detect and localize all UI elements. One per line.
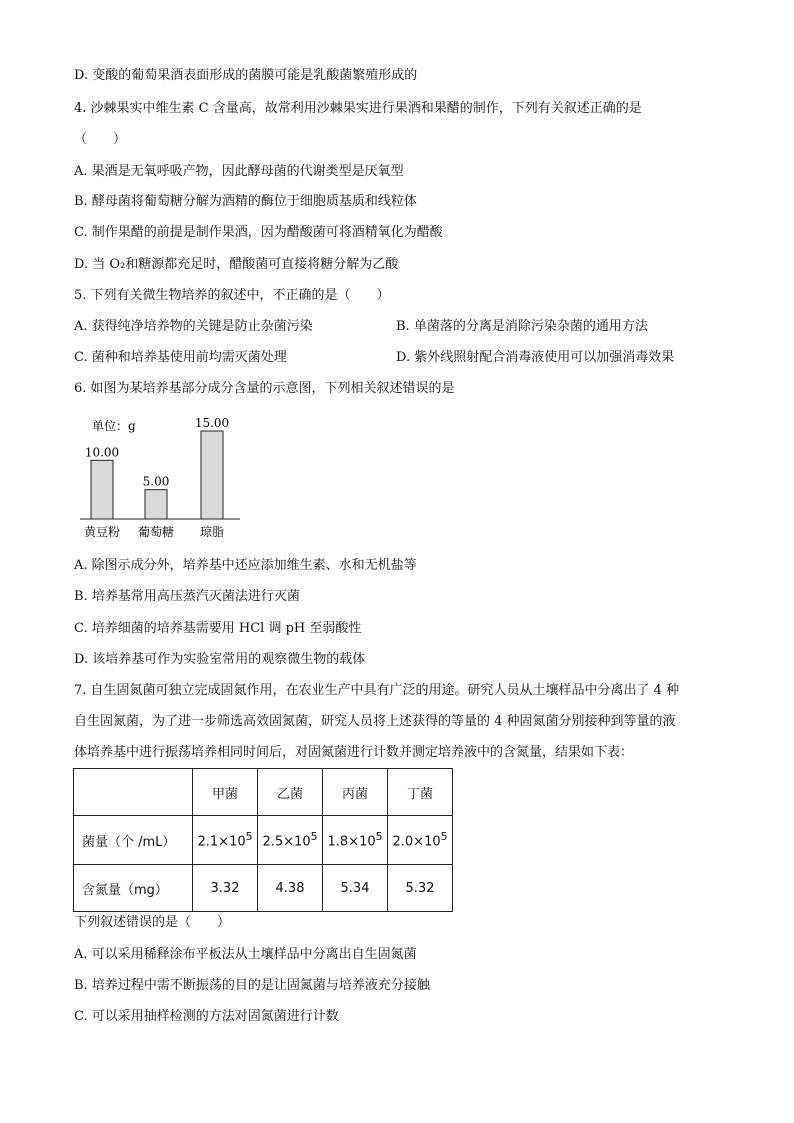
q7-option-b: B. 培养过程中需不断振荡的目的是让固氮菌与培养液充分接触 xyxy=(74,978,430,993)
q7-stem-line-1: 7. 自生固氮菌可独立完成固氮作用，在农业生产中具有广泛的用途。研究人员从土壤样品中分离出了 4 种 xyxy=(74,683,680,698)
table-header-cell: 甲菌 xyxy=(193,769,258,816)
table-header-cell: 丙菌 xyxy=(323,769,388,816)
table-header-cell: 乙菌 xyxy=(258,769,323,816)
table-cell: 3.32 xyxy=(193,865,258,912)
bar-chart-svg xyxy=(74,412,254,542)
q5-stem: 5. 下列有关微生物培养的叙述中，不正确的是（ ） xyxy=(74,288,390,303)
table-cell: $1.8\times 10^5$ xyxy=(323,816,388,865)
q4-stem: 4. 沙棘果实中维生素 C 含量高，故常利用沙棘果实进行果酒和果醋的制作，下列有关叙述正确的是 xyxy=(74,101,642,116)
table-cell: 5.34 xyxy=(323,865,388,912)
q5-option-b: B. 单菌落的分离是消除污染杂菌的通用方法 xyxy=(396,319,648,334)
table-header-row xyxy=(74,769,453,816)
q7-question: 下列叙述错误的是（ ） xyxy=(74,915,231,930)
q7-option-c: C. 可以采用抽样检测的方法对固氮菌进行计数 xyxy=(74,1009,339,1024)
q4-option-a: A. 果酒是无氧呼吸产物，因此酵母菌的代谢类型是厌氧型 xyxy=(74,164,404,179)
q4-option-c: C. 制作果醋的前提是制作果酒，因为醋酸菌可将酒精氧化为醋酸 xyxy=(74,225,443,240)
chart-unit-label: 单位：g xyxy=(92,419,136,433)
q5-option-a: A. 获得纯净培养物的关键是防止杂菌污染 xyxy=(74,319,313,334)
table-cell: 5.32 xyxy=(388,865,453,912)
q7-option-a: A. 可以采用稀释涂布平板法从土壤样品中分离出自生固氮菌 xyxy=(74,947,417,962)
table-row-label: 菌量（个 /mL） xyxy=(74,816,193,865)
medium-composition-chart xyxy=(74,412,254,542)
bar-category-label: 琼脂 xyxy=(199,525,225,539)
q7-stem-line-2: 自生固氮菌，为了进一步筛选高效固氮菌，研究人员将上述获得的等量的 4 种固氮菌分别接种到等量的液 xyxy=(74,714,676,729)
q4-option-d: D. 当 O₂和糖源都充足时，醋酸菌可直接将糖分解为乙酸 xyxy=(74,257,399,272)
q7-stem-line-3: 体培养基中进行振荡培养相同时间后，对固氮菌进行计数并测定培养液中的含氮量，结果如下表： xyxy=(74,745,634,760)
table-cell: $2.5\times 10^5$ xyxy=(258,816,323,865)
bar-category-label: 葡萄糖 xyxy=(137,525,175,539)
bar-value-label: 15.00 xyxy=(194,416,230,430)
bar-value-label: 10.00 xyxy=(84,445,120,460)
bar-1 xyxy=(145,490,167,519)
table-header-cell xyxy=(74,769,193,816)
q5-option-d: D. 紫外线照射配合消毒液使用可以加强消毒效果 xyxy=(396,350,675,365)
table-row xyxy=(74,865,453,912)
table-row-label: 含氮量（mg） xyxy=(74,865,193,912)
q6-option-c: C. 培养细菌的培养基需要用 HCl 调 pH 至弱酸性 xyxy=(74,621,362,636)
q5-option-c: C. 菌种和培养基使用前均需灭菌处理 xyxy=(74,350,287,365)
table-cell: $2.0\times 10^5$ xyxy=(388,816,453,865)
table-cell: 4.38 xyxy=(258,865,323,912)
results-table xyxy=(73,768,453,912)
bar-value-label: 5.00 xyxy=(142,474,170,489)
q6-option-b: B. 培养基常用高压蒸汽灭菌法进行灭菌 xyxy=(74,589,300,604)
bar-0 xyxy=(91,460,113,519)
q4-answer-paren: （ ） xyxy=(74,132,127,147)
q6-option-d: D. 该培养基可作为实验室常用的观察微生物的载体 xyxy=(74,652,366,667)
q6-stem: 6. 如图为某培养基部分成分含量的示意图，下列相关叙述错误的是 xyxy=(74,381,455,396)
table-header-cell: 丁菌 xyxy=(388,769,453,816)
q6-option-a: A. 除图示成分外，培养基中还应添加维生素、水和无机盐等 xyxy=(74,558,417,573)
q4-option-b: B. 酵母菌将葡萄糖分解为酒精的酶位于细胞质基质和线粒体 xyxy=(74,194,417,209)
table-cell: $2.1\times 10^5$ xyxy=(193,816,258,865)
table-row xyxy=(74,816,453,865)
bar-category-label: 黄豆粉 xyxy=(83,525,121,539)
q3-option-d: D. 变酸的葡萄果酒表面形成的菌膜可能是乳酸菌繁殖形成的 xyxy=(74,68,418,83)
bar-2 xyxy=(201,431,223,519)
